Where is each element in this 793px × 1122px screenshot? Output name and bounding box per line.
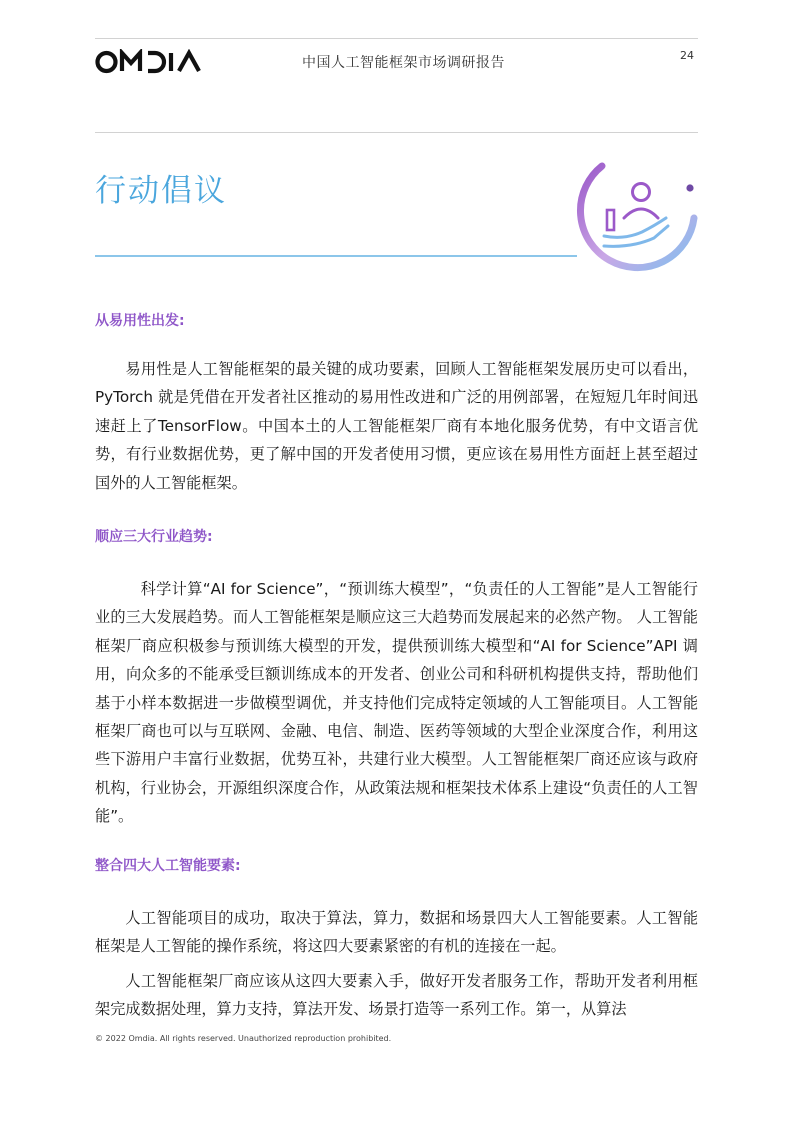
section-title-usability: 从易用性出发: xyxy=(95,313,185,329)
paragraph-four-elements-1: 人工智能项目的成功，取决于算法，算力，数据和场景四大人工智能要素。人工智能框架是人工智能的操作系统，将这四大要素紧密的有机的连接在一起。 xyxy=(95,909,698,956)
helping-hand-person-icon xyxy=(562,148,702,274)
heading-underline xyxy=(95,255,577,257)
page-heading: 行动倡议 xyxy=(95,173,227,209)
header-bottom-rule xyxy=(95,132,698,133)
section-title-four-elements: 整合四大人工智能要素: xyxy=(95,858,241,874)
copyright-footer: © 2022 Omdia. All rights reserved. Unauthorized reproduction prohibited. xyxy=(95,1034,392,1043)
paragraph-four-elements-2: 人工智能框架厂商应该从这四大要素入手，做好开发者服务工作，帮助开发者利用框架完成数据处理，算力支持，算法开发、场景打造等一系列工作。第一，从算法 xyxy=(95,972,698,1019)
paragraph-trends: 科学计算“AI for Science”，“预训练大模型”，“负责任的人工智能”是人工智能行业的三大发展趋势。而人工智能框架是顺应这三大趋势而发展起来的必然产物。 人工智能框架厂商应积极参与预训练大模型的开发，提供预训练大模型和“AI for Science”API 调用，向众多的不能承受巨额训练成本的开发者、创业公司和科研机构提供支持，帮助他们基于小样本数据进一步做模型调优，并支持他们完成特定领域的人工智能项目。人工智能框架厂商也可以与互联网、金融、电信、制造、医药等领域的大型企业深度合作，利用这些下游用户丰富行业数据，优势互补，共建行业大模型。人工智能框架厂商还应该与政府机构，行业协会，开源组织深度合作，从政策法规和框架技术体系上建设“负责任的人工智能”。 xyxy=(95,580,698,826)
document-title: 中国人工智能框架市场调研报告 xyxy=(302,55,505,71)
page-number: 24 xyxy=(680,49,694,62)
paragraph-usability: 易用性是人工智能框架的最关键的成功要素，回顾人工智能框架发展历史可以看出，PyTorch 就是凭借在开发者社区推动的易用性改进和广泛的用例部署，在短短几年时间迅速赶上了TensorFlow。中国本土的人工智能框架厂商有本地化服务优势，有中文语言优势，有行业数据优势，更了解中国的开发者使用习惯，更应该在易用性方面赶上甚至超过国外的人工智能框架。 xyxy=(95,360,698,492)
section-title-trends: 顺应三大行业趋势: xyxy=(95,529,213,545)
header-top-rule xyxy=(95,38,698,39)
omdia-logo xyxy=(95,49,205,75)
